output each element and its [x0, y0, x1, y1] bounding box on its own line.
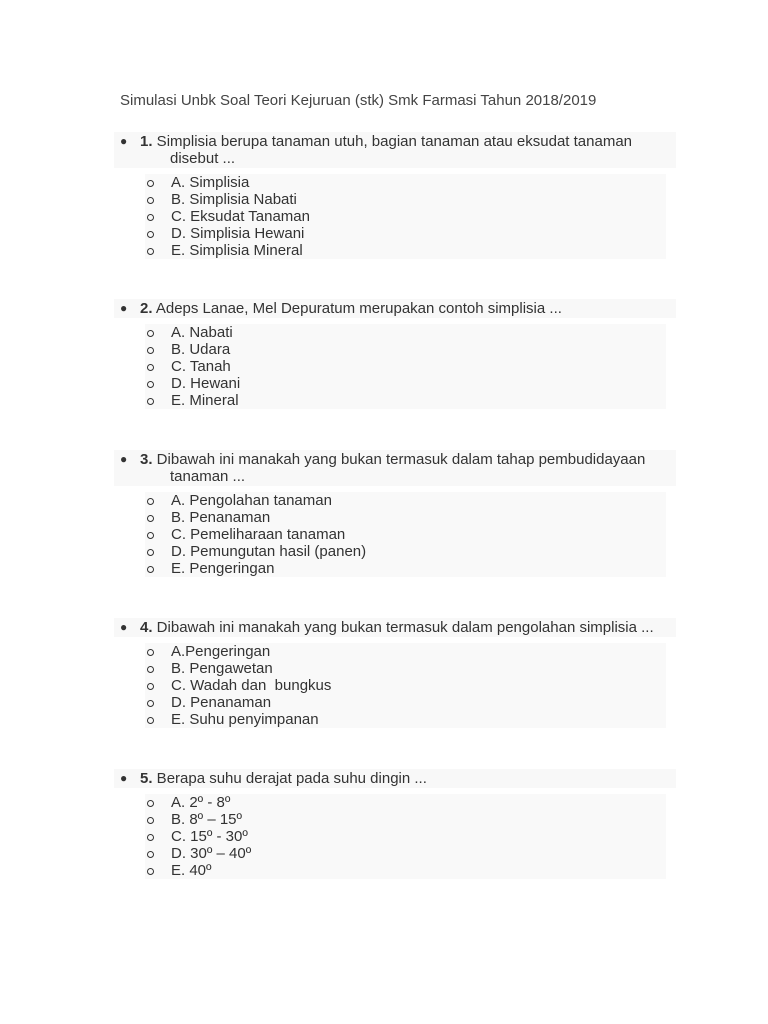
- option-label: C. 15º - 30º: [171, 828, 248, 845]
- option-e: [145, 711, 666, 728]
- option-label: E. Suhu penyimpanan: [171, 711, 319, 728]
- option-label: B. 8º – 15º: [171, 811, 243, 828]
- option-label: B. Simplisia Nabati: [171, 191, 297, 208]
- option-label: D. Pemungutan hasil (panen): [171, 543, 367, 560]
- question-number: 2.: [140, 300, 153, 317]
- circle-bullet-icon: [147, 197, 154, 204]
- question-number: 3.: [140, 451, 153, 468]
- question-stem: Dibawah ini manakah yang bukan termasuk dalam tahap pembudidayaan: [152, 451, 646, 468]
- question-text: [114, 450, 676, 486]
- option-label: C. Tanah: [171, 358, 231, 375]
- circle-bullet-icon: [147, 180, 154, 187]
- circle-bullet-icon: [147, 330, 154, 337]
- option-label: E. Pengeringan: [171, 560, 275, 577]
- question-number: 4.: [140, 619, 153, 636]
- option-list: [145, 794, 666, 879]
- option-d: [145, 543, 666, 560]
- option-label: D. Hewani: [171, 375, 241, 392]
- option-label: C. Eksudat Tanaman: [171, 208, 310, 225]
- circle-bullet-icon: [147, 834, 154, 841]
- question-number: 5.: [140, 770, 153, 787]
- option-label: D. 30º – 40º: [171, 845, 252, 862]
- circle-bullet-icon: [147, 398, 154, 405]
- question-stem: Adeps Lanae, Mel Depuratum merupakan contoh simplisia ...: [152, 300, 562, 317]
- option-c: [145, 677, 666, 694]
- circle-bullet-icon: [147, 347, 154, 354]
- circle-bullet-icon: [147, 498, 154, 505]
- circle-bullet-icon: [147, 248, 154, 255]
- option-list: [145, 492, 666, 577]
- question-3: [114, 450, 676, 577]
- option-list: [145, 174, 666, 259]
- bullet-icon: ●: [120, 620, 128, 634]
- option-c: [145, 358, 666, 375]
- option-d: [145, 225, 666, 242]
- option-e: [145, 862, 666, 879]
- option-b: [145, 341, 666, 358]
- circle-bullet-icon: [147, 381, 154, 388]
- circle-bullet-icon: [147, 717, 154, 724]
- option-label: B. Pengawetan: [171, 660, 273, 677]
- option-a: [145, 174, 666, 191]
- question-number: 1.: [140, 133, 153, 150]
- option-a: [145, 794, 666, 811]
- option-d: [145, 845, 666, 862]
- circle-bullet-icon: [147, 549, 154, 556]
- question-stem: Simplisia berupa tanaman utuh, bagian tanaman atau eksudat tanaman: [152, 133, 633, 150]
- option-label: A. Nabati: [171, 324, 233, 341]
- question-1: [114, 132, 676, 259]
- question-2: [114, 299, 676, 409]
- option-label: A.Pengeringan: [171, 643, 271, 660]
- option-label: D. Penanaman: [171, 694, 272, 711]
- option-a: [145, 492, 666, 509]
- page-title: Simulasi Unbk Soal Teori Kejuruan (stk) Smk Farmasi Tahun 2018/2019: [120, 92, 597, 109]
- question-text: [114, 132, 676, 168]
- question-stem-continued: tanaman ...: [170, 468, 246, 485]
- option-e: [145, 392, 666, 409]
- option-label: A. Simplisia: [171, 174, 250, 191]
- option-label: C. Pemeliharaan tanaman: [171, 526, 346, 543]
- bullet-icon: ●: [120, 134, 128, 148]
- bullet-icon: ●: [120, 301, 128, 315]
- question-4: [114, 618, 676, 728]
- question-text: [114, 618, 676, 637]
- circle-bullet-icon: [147, 851, 154, 858]
- circle-bullet-icon: [147, 364, 154, 371]
- circle-bullet-icon: [147, 700, 154, 707]
- bullet-icon: ●: [120, 771, 128, 785]
- option-a: [145, 643, 666, 660]
- question-stem-continued: disebut ...: [170, 150, 236, 167]
- circle-bullet-icon: [147, 666, 154, 673]
- option-b: [145, 509, 666, 526]
- option-list: [145, 324, 666, 409]
- option-label: A. 2º - 8º: [171, 794, 231, 811]
- option-label: D. Simplisia Hewani: [171, 225, 305, 242]
- circle-bullet-icon: [147, 800, 154, 807]
- circle-bullet-icon: [147, 817, 154, 824]
- option-label: A. Pengolahan tanaman: [171, 492, 332, 509]
- option-a: [145, 324, 666, 341]
- question-text: [114, 299, 676, 318]
- question-text: [114, 769, 676, 788]
- option-label: B. Udara: [171, 341, 231, 358]
- bullet-icon: ●: [120, 452, 128, 466]
- option-b: [145, 660, 666, 677]
- circle-bullet-icon: [147, 515, 154, 522]
- option-label: E. Simplisia Mineral: [171, 242, 303, 259]
- circle-bullet-icon: [147, 649, 154, 656]
- option-e: [145, 242, 666, 259]
- option-c: [145, 208, 666, 225]
- option-e: [145, 560, 666, 577]
- option-c: [145, 526, 666, 543]
- option-c: [145, 828, 666, 845]
- circle-bullet-icon: [147, 868, 154, 875]
- circle-bullet-icon: [147, 214, 154, 221]
- option-d: [145, 375, 666, 392]
- option-label: E. 40º: [171, 862, 212, 879]
- option-b: [145, 191, 666, 208]
- question-5: [114, 769, 676, 879]
- question-stem: Berapa suhu derajat pada suhu dingin ...: [152, 770, 427, 787]
- circle-bullet-icon: [147, 566, 154, 573]
- option-b: [145, 811, 666, 828]
- circle-bullet-icon: [147, 532, 154, 539]
- option-label: B. Penanaman: [171, 509, 271, 526]
- option-label: E. Mineral: [171, 392, 239, 409]
- question-stem: Dibawah ini manakah yang bukan termasuk dalam pengolahan simplisia ...: [152, 619, 654, 636]
- option-label: C. Wadah dan bungkus: [171, 677, 332, 694]
- option-d: [145, 694, 666, 711]
- circle-bullet-icon: [147, 231, 154, 238]
- option-list: [145, 643, 666, 728]
- circle-bullet-icon: [147, 683, 154, 690]
